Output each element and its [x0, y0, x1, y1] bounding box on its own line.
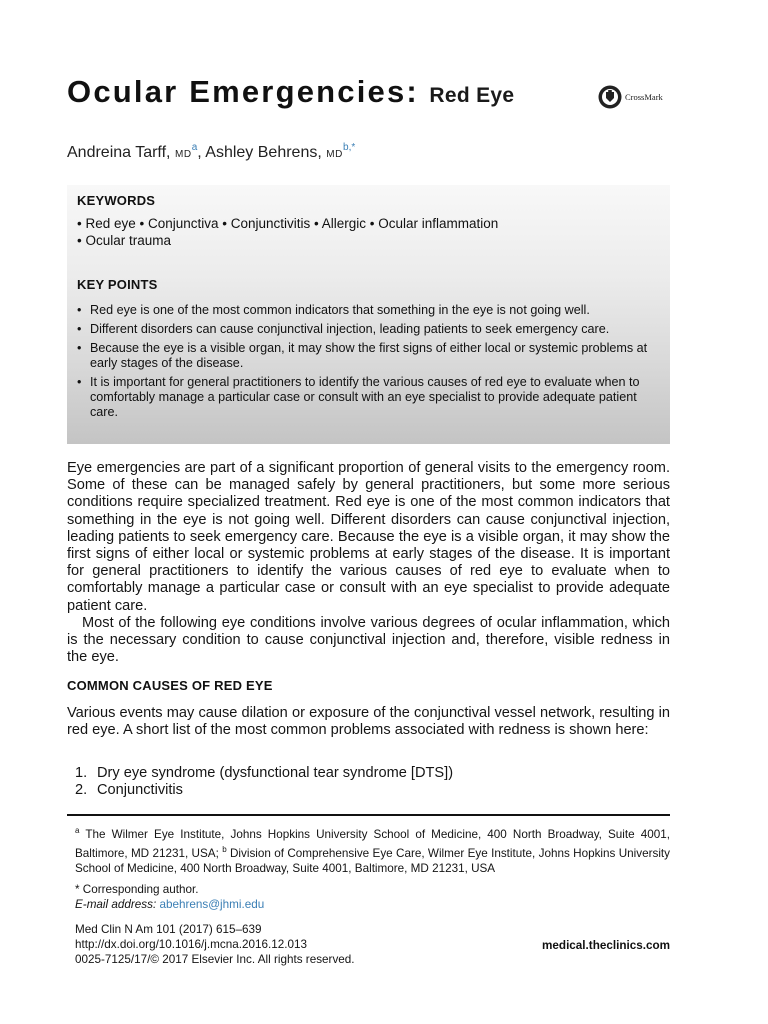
key-point-item: • It is important for general practitioners to identify the various causes of red eye to evaluate when to comfortably manage a particular case or consult with an eye specialist to provide adequate patient care.	[77, 375, 662, 420]
affiliation-footnote	[75, 823, 670, 876]
body-paragraph: Various events may cause dilation or exposure of the conjunctival vessel network, resulting in red eye. A short list of the most common problems associated with redness is shown here:	[67, 705, 670, 739]
corresponding-author: * Corresponding author.	[75, 883, 199, 896]
key-points-list	[77, 303, 662, 424]
body-paragraph: Eye emergencies are part of a significant proportion of general visits to the emergency room. Some of these can be managed safely by general practitioners, but some more serious conditions require specialized treatment. Red eye is one of the most common indicators that something in the eye is not going well. Different disorders can cause conjunctival injection, leading patients to seek emergency care. Because the eye is a visible organ, it may show the first signs of either local or systemic problems at early stages of the disease. It is important for general practitioners to identify the various causes of red eye to evaluate when to comfortably manage a particular case or consult with an eye specialist to provide adequate patient care.	[67, 460, 670, 614]
footnote-text: Division of Comprehensive Eye Care, Wilmer Eye Institute, Johns Hopkins University School of Medicine, 400 North Broadway, Suite 4001, Baltimore, MD 21231, USA	[75, 847, 671, 875]
author-degree: MD	[326, 149, 344, 160]
author-name: Ashley Behrens,	[205, 144, 322, 161]
keywords-keypoints-box	[67, 185, 670, 444]
crossmark-icon	[598, 85, 622, 109]
email-link[interactable]: abehrens@jhmi.edu	[159, 898, 265, 911]
footnote-mark: a	[75, 826, 80, 835]
body-paragraph: Most of the following eye conditions involve various degrees of ocular inflammation, which is the necessary condition to cause conjunctival injection and, therefore, visible redness in the eye.	[67, 615, 670, 666]
crossmark-label: CrossMark	[625, 92, 663, 102]
email-line	[75, 898, 264, 911]
citation: Med Clin N Am 101 (2017) 615–639	[75, 923, 262, 936]
affiliation-link[interactable]: b,*	[343, 142, 356, 153]
affiliation-link[interactable]: a	[191, 142, 198, 153]
journal-site: medical.theclinics.com	[542, 939, 670, 952]
causes-list	[75, 765, 453, 799]
author-line	[67, 142, 355, 162]
footnote-text: The Wilmer Eye Institute, Johns Hopkins University School of Medicine, 400 North Broadway, Suite 4001, Baltimore, MD 21231, USA;	[75, 828, 670, 860]
section-heading: COMMON CAUSES OF RED EYE	[67, 678, 273, 693]
list-item-text: Dry eye syndrome (dysfunctional tear syndrome [DTS])	[97, 765, 454, 781]
author-degree: MD	[174, 149, 192, 160]
footnote-mark: b	[222, 845, 227, 854]
copyright: 0025-7125/17/© 2017 Elsevier Inc. All rights reserved.	[75, 953, 355, 966]
title-main: Ocular Emergencies:	[67, 74, 419, 109]
key-point-item: • Different disorders can cause conjunctival injection, leading patients to seek emergency care.	[77, 322, 662, 337]
title-subtitle: Red Eye	[429, 84, 515, 107]
author-separator: ,	[197, 144, 206, 161]
author-name: Andreina Tarff,	[67, 144, 171, 161]
key-point-item: • Red eye is one of the most common indicators that something in the eye is not going well.	[77, 303, 662, 318]
list-item-text: Conjunctivitis	[97, 782, 183, 799]
key-point-item: • Because the eye is a visible organ, it may show the first signs of either local or systemic problems at early stages of the disease.	[77, 341, 662, 371]
doi-link[interactable]: http://dx.doi.org/10.1016/j.mcna.2016.12.013	[75, 938, 307, 951]
crossmark-badge[interactable]	[598, 84, 672, 110]
list-number: 1.	[75, 765, 88, 781]
list-item	[75, 782, 453, 799]
keywords-line: • Ocular trauma	[77, 233, 172, 248]
footnote-divider	[67, 814, 670, 816]
list-number: 2.	[75, 782, 88, 799]
keywords-heading: KEYWORDS	[77, 193, 156, 208]
email-label: E-mail address:	[75, 898, 157, 911]
article-title	[67, 74, 670, 118]
list-item	[75, 765, 453, 782]
key-points-heading: KEY POINTS	[77, 277, 158, 292]
keywords-line: • Red eye • Conjunctiva • Conjunctivitis • Allergic • Ocular inflammation	[77, 216, 499, 231]
